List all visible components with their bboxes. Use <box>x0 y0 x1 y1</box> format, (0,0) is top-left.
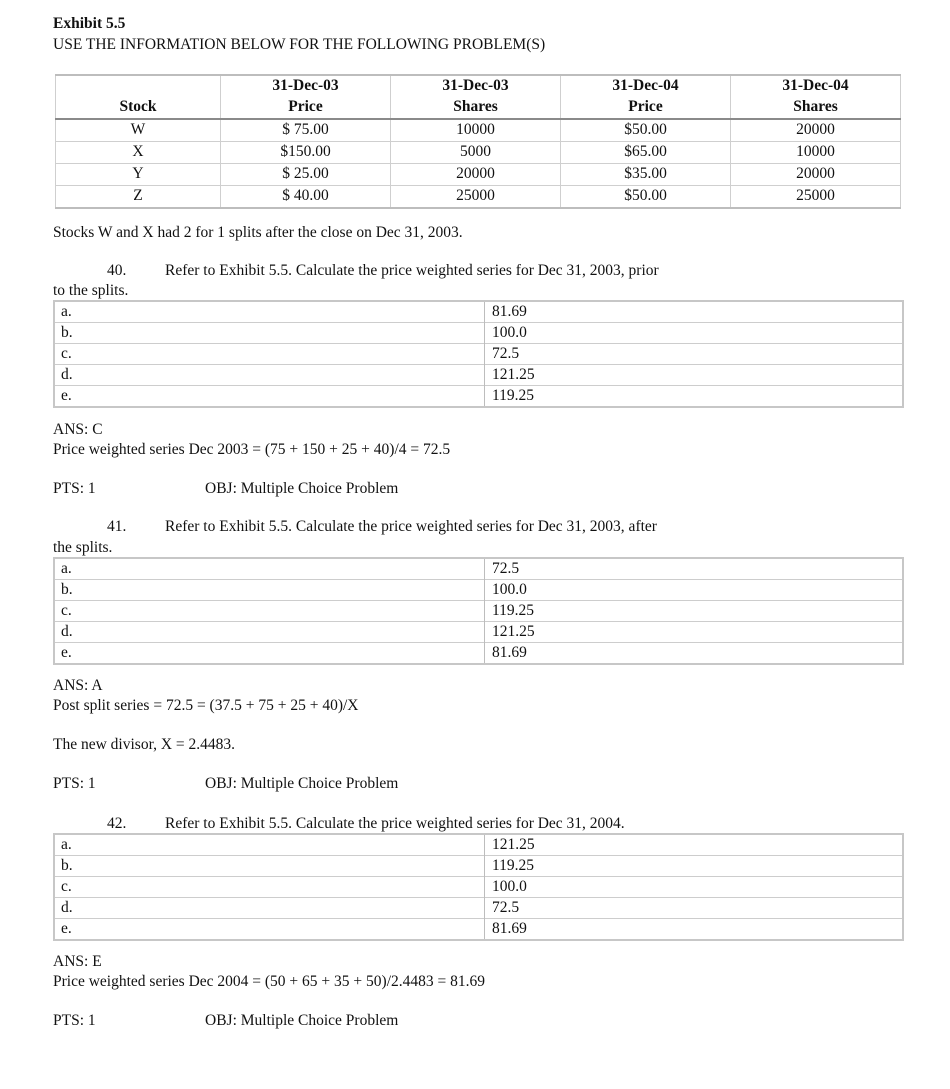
answer-key: ANS: C <box>53 421 103 438</box>
question-number: 42. <box>107 815 127 832</box>
question-text: Refer to Exhibit 5.5. Calculate the price weighted series for Dec 31, 2003, after <box>165 518 657 535</box>
choice-row <box>54 919 903 941</box>
header-label: Price <box>561 97 731 119</box>
choice-letter: d. <box>54 365 485 386</box>
table-cell: X <box>56 142 221 164</box>
answer-choices <box>53 833 904 941</box>
choice-letter: e. <box>54 919 485 941</box>
choice-row <box>54 834 903 856</box>
question-number: 41. <box>107 518 127 535</box>
table-cell: $65.00 <box>561 142 731 164</box>
question-text-continued: the splits. <box>53 539 113 556</box>
table-row <box>56 186 901 209</box>
choice-value: 121.25 <box>485 622 904 643</box>
choice-row <box>54 898 903 919</box>
choice-letter: e. <box>54 386 485 408</box>
table-cell: $ 75.00 <box>221 119 391 142</box>
header-label: Shares <box>391 97 561 119</box>
answer-explanation: Post split series = 72.5 = (37.5 + 75 + 25 + 40)/X <box>53 697 359 714</box>
choice-row <box>54 365 903 386</box>
choice-value: 119.25 <box>485 601 904 622</box>
choice-row <box>54 580 903 601</box>
choice-row <box>54 601 903 622</box>
choice-letter: d. <box>54 898 485 919</box>
header-label: Stock <box>56 97 221 119</box>
choice-row <box>54 344 903 365</box>
answer-explanation: Price weighted series Dec 2004 = (50 + 65 + 35 + 50)/2.4483 = 81.69 <box>53 973 485 990</box>
choice-value: 100.0 <box>485 580 904 601</box>
question-text-continued: to the splits. <box>53 282 129 299</box>
choice-value: 121.25 <box>485 365 904 386</box>
table-cell: $ 25.00 <box>221 164 391 186</box>
answer-explanation: Price weighted series Dec 2003 = (75 + 150 + 25 + 40)/4 = 72.5 <box>53 441 451 458</box>
choice-row <box>54 877 903 898</box>
table-row <box>56 119 901 142</box>
choice-value: 81.69 <box>485 643 904 665</box>
objective-label: OBJ: Multiple Choice Problem <box>205 1012 399 1029</box>
split-note: Stocks W and X had 2 for 1 splits after the close on Dec 31, 2003. <box>53 224 463 241</box>
answer-choices <box>53 300 904 408</box>
choice-letter: a. <box>54 558 485 580</box>
objective-label: OBJ: Multiple Choice Problem <box>205 480 399 497</box>
table-cell: 20000 <box>731 119 901 142</box>
exhibit-table <box>55 74 901 209</box>
choice-letter: b. <box>54 856 485 877</box>
header-date: 31-Dec-03 <box>221 75 391 97</box>
answer-explanation: The new divisor, X = 2.4483. <box>53 736 236 753</box>
header-label: Price <box>221 97 391 119</box>
choice-letter: d. <box>54 622 485 643</box>
table-cell: 25000 <box>391 186 561 209</box>
objective-label: OBJ: Multiple Choice Problem <box>205 775 399 792</box>
choice-row <box>54 643 903 665</box>
points-label: PTS: 1 <box>53 775 96 792</box>
table-cell: Z <box>56 186 221 209</box>
choice-row <box>54 323 903 344</box>
points-label: PTS: 1 <box>53 1012 96 1029</box>
table-cell: 10000 <box>391 119 561 142</box>
choice-letter: b. <box>54 323 485 344</box>
table-cell: $ 40.00 <box>221 186 391 209</box>
choice-value: 100.0 <box>485 877 904 898</box>
choice-value: 81.69 <box>492 302 527 320</box>
answer-key: ANS: A <box>53 677 103 694</box>
question-text: Refer to Exhibit 5.5. Calculate the price weighted series for Dec 31, 2003, prior <box>165 262 659 279</box>
choice-row <box>54 386 903 408</box>
choice-letter: a. <box>54 834 485 856</box>
choice-letter: c. <box>54 601 485 622</box>
points-label: PTS: 1 <box>53 480 96 497</box>
choice-row <box>54 301 903 323</box>
table-cell: W <box>56 119 221 142</box>
table-header-labels <box>56 97 901 119</box>
choice-letter: e. <box>54 643 485 665</box>
header-date: 31-Dec-03 <box>391 75 561 97</box>
table-cell: 20000 <box>731 164 901 186</box>
table-cell: $35.00 <box>561 164 731 186</box>
choice-value: 81.69 <box>485 919 904 941</box>
choice-value: 100.0 <box>485 323 904 344</box>
exhibit-subtitle: USE THE INFORMATION BELOW FOR THE FOLLOWING PROBLEM(S) <box>53 36 546 53</box>
table-cell: 25000 <box>731 186 901 209</box>
header-date: 31-Dec-04 <box>561 75 731 97</box>
question-number: 40. <box>107 262 127 279</box>
table-header-dates <box>56 75 901 97</box>
choice-letter: c. <box>54 344 485 365</box>
choice-letter: b. <box>54 580 485 601</box>
header-label: Shares <box>731 97 901 119</box>
table-cell: $150.00 <box>221 142 391 164</box>
choice-letter: a. <box>54 301 485 323</box>
table-row <box>56 142 901 164</box>
table-row <box>56 164 901 186</box>
choice-value: 72.5 <box>485 344 904 365</box>
exhibit-title: Exhibit 5.5 <box>53 15 126 32</box>
choice-value: 119.25 <box>485 856 904 877</box>
table-cell: Y <box>56 164 221 186</box>
choice-value: 72.5 <box>485 898 904 919</box>
choice-value: 121.25 <box>492 835 535 853</box>
question-text: Refer to Exhibit 5.5. Calculate the price weighted series for Dec 31, 2004. <box>165 815 625 832</box>
choice-row <box>54 622 903 643</box>
table-cell: $50.00 <box>561 186 731 209</box>
choice-row <box>54 558 903 580</box>
table-cell: 20000 <box>391 164 561 186</box>
choice-value: 72.5 <box>492 559 520 577</box>
choice-letter: c. <box>54 877 485 898</box>
choice-row <box>54 856 903 877</box>
table-cell: $50.00 <box>561 119 731 142</box>
answer-choices <box>53 557 904 665</box>
choice-value: 119.25 <box>485 386 904 408</box>
answer-key: ANS: E <box>53 953 102 970</box>
header-date: 31-Dec-04 <box>731 75 901 97</box>
table-cell: 10000 <box>731 142 901 164</box>
table-cell: 5000 <box>391 142 561 164</box>
